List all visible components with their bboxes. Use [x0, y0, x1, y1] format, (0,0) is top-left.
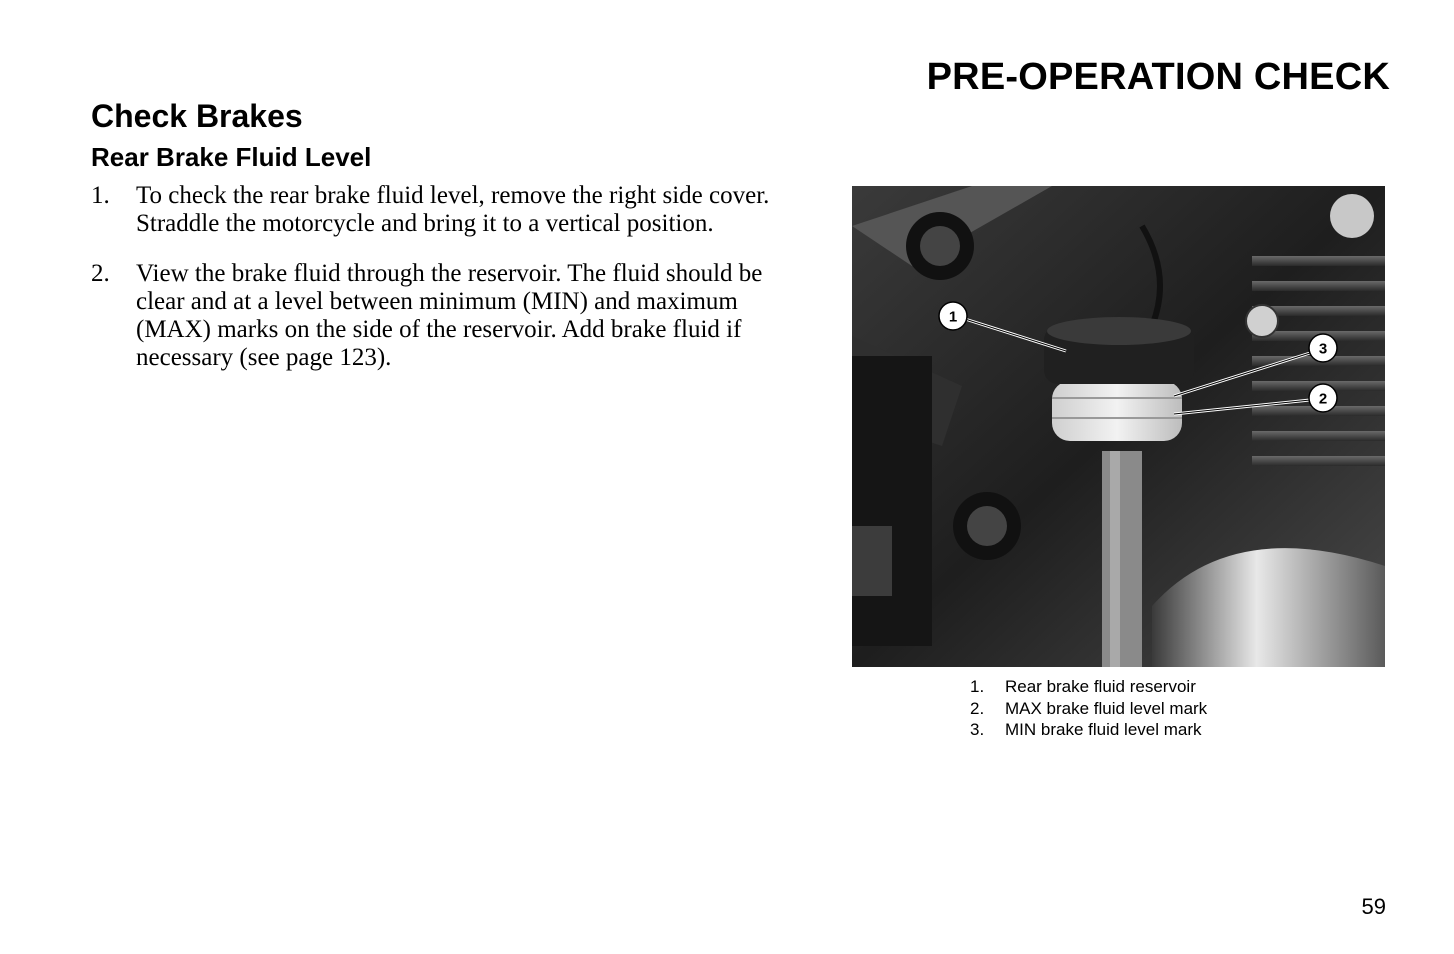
step-text: View the brake fluid through the reservoir. The fluid should be clear and at a level between minimum (MIN) and maximum (MAX) marks on the side of the reservoir. Add brake fluid if necessary (see page 123). [136, 260, 763, 371]
legend-number: 3. [970, 720, 985, 739]
step-number: 2. [91, 260, 110, 287]
section-header: PRE-OPERATION CHECK [926, 56, 1390, 98]
legend-item [970, 698, 1207, 720]
photo-illustration [852, 186, 1385, 667]
callout-2 [1309, 384, 1337, 412]
legend-number: 2. [970, 698, 985, 718]
legend-text: MAX brake fluid level mark [1005, 698, 1208, 718]
callout-label: 1 [948, 308, 958, 326]
legend-item [970, 719, 1207, 741]
brake-reservoir-photo [852, 186, 1385, 667]
step-item [91, 182, 791, 238]
step-text: To check the rear brake fluid level, remove the right side cover. Straddle the motorcycle and bring it to a vertical position. [136, 182, 770, 237]
legend-number: 1. [970, 677, 985, 696]
page-title: Check Brakes [91, 98, 303, 134]
legend-text: MIN brake fluid level mark [1005, 720, 1202, 739]
legend-text: Rear brake fluid reservoir [1005, 677, 1196, 696]
callout-label: 3 [1318, 340, 1328, 358]
callout-1 [939, 302, 967, 330]
step-item [91, 260, 791, 372]
legend-item [970, 676, 1207, 698]
figure-legend [970, 676, 1207, 741]
page-number: 59 [1361, 894, 1386, 919]
callout-3 [1309, 334, 1337, 362]
step-number: 1. [91, 182, 110, 209]
instruction-steps [91, 182, 791, 394]
subheading: Rear Brake Fluid Level [91, 142, 372, 172]
callout-label: 2 [1318, 390, 1328, 408]
